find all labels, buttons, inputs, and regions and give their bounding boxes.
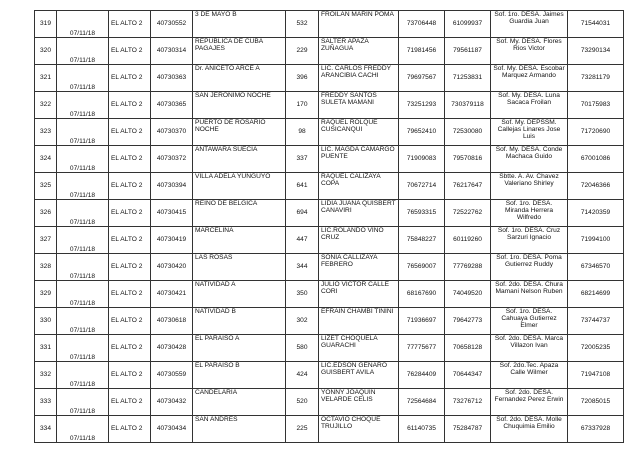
district-cell: EL ALTO 2 [109, 254, 151, 281]
table-row [35, 335, 624, 362]
person-name-cell: EFRAIN CHAMBI TIÑINI [319, 308, 399, 335]
phone-1-cell: 71936697 [399, 308, 445, 335]
district-cell: EL ALTO 2 [109, 308, 151, 335]
quantity-cell: 344 [286, 254, 319, 281]
code-cell: 40730365 [151, 92, 193, 119]
phone-2-cell: 70658128 [445, 335, 491, 362]
phone-1-cell: 73251293 [399, 92, 445, 119]
code-cell: 40730394 [151, 173, 193, 200]
date-cell: 07/11/18 [57, 416, 109, 443]
officer-phone-cell: 71544031 [568, 11, 624, 38]
code-cell: 40730434 [151, 416, 193, 443]
date-cell: 07/11/18 [57, 65, 109, 92]
officer-phone-cell: 67001086 [568, 146, 624, 173]
quantity-cell: 694 [286, 200, 319, 227]
person-name-cell: LIC.ROLANDO VINO CRUZ [319, 227, 399, 254]
table-row [35, 281, 624, 308]
date-cell: 07/11/18 [57, 38, 109, 65]
officer-phone-cell: 67337928 [568, 416, 624, 443]
date-cell: 07/11/18 [57, 200, 109, 227]
phone-1-cell: 71909083 [399, 146, 445, 173]
officer-phone-cell: 72085015 [568, 389, 624, 416]
code-cell: 40730559 [151, 362, 193, 389]
quantity-cell: 520 [286, 389, 319, 416]
row-number: 322 [35, 92, 57, 119]
row-number: 325 [35, 173, 57, 200]
code-cell: 40730420 [151, 254, 193, 281]
officer-phone-cell: 73744737 [568, 308, 624, 335]
officer-cell: Sof. 1ro. DESA. Poma Gutierrez Ruddy [491, 254, 568, 281]
unit-name-cell: REPUBLICA DE CUBA PAGAJES [193, 38, 286, 65]
phone-2-cell: 72530080 [445, 119, 491, 146]
unit-name-cell: SAN JERONIMO NOCHE [193, 92, 286, 119]
phone-1-cell: 79697567 [399, 65, 445, 92]
officer-cell: Sof. 1ro. DESA. Cahuaya Gutierrez Elmer [491, 308, 568, 335]
person-name-cell: FREDDY SANTOS SULETA MAMANI [319, 92, 399, 119]
officer-cell: Sof. 2do.Tec. Apaza Calle Wilmer [491, 362, 568, 389]
quantity-cell: 350 [286, 281, 319, 308]
phone-1-cell: 68167690 [399, 281, 445, 308]
phone-2-cell: 72522762 [445, 200, 491, 227]
quantity-cell: 641 [286, 173, 319, 200]
date-cell: 07/11/18 [57, 362, 109, 389]
row-number: 334 [35, 416, 57, 443]
unit-name-cell: EL PARAISO B [193, 362, 286, 389]
district-cell: EL ALTO 2 [109, 281, 151, 308]
row-number: 323 [35, 119, 57, 146]
code-cell: 40730428 [151, 335, 193, 362]
officer-phone-cell: 67346570 [568, 254, 624, 281]
table-row [35, 227, 624, 254]
phone-2-cell: 74049520 [445, 281, 491, 308]
district-cell: EL ALTO 2 [109, 38, 151, 65]
table-row [35, 389, 624, 416]
officer-cell: Sof. 1ro. DESA. Cruz Sarzuri Ignacio [491, 227, 568, 254]
phone-1-cell: 71981456 [399, 38, 445, 65]
district-cell: EL ALTO 2 [109, 362, 151, 389]
quantity-cell: 302 [286, 308, 319, 335]
row-number: 330 [35, 308, 57, 335]
row-number: 333 [35, 389, 57, 416]
person-name-cell: JULIO VICTOR CALLE CORI [319, 281, 399, 308]
district-cell: EL ALTO 2 [109, 65, 151, 92]
officer-cell: Sof. My. DESA. Luna Sacaca Froilan [491, 92, 568, 119]
officer-phone-cell: 73281179 [568, 65, 624, 92]
quantity-cell: 229 [286, 38, 319, 65]
code-cell: 40730419 [151, 227, 193, 254]
unit-name-cell: NATIVIDAD A [193, 281, 286, 308]
district-cell: EL ALTO 2 [109, 227, 151, 254]
unit-name-cell: NATIVIDAD B [193, 308, 286, 335]
table-row [35, 146, 624, 173]
unit-name-cell: CANDELARIA [193, 389, 286, 416]
phone-1-cell: 70672714 [399, 173, 445, 200]
quantity-cell: 532 [286, 11, 319, 38]
person-name-cell: LIDIA JUANA QUISBERT CANAVIRI [319, 200, 399, 227]
phone-1-cell: 73706448 [399, 11, 445, 38]
code-cell: 40730432 [151, 389, 193, 416]
table-row [35, 254, 624, 281]
quantity-cell: 170 [286, 92, 319, 119]
quantity-cell: 580 [286, 335, 319, 362]
phone-2-cell: 75284787 [445, 416, 491, 443]
district-cell: EL ALTO 2 [109, 119, 151, 146]
unit-name-cell: 3 DE MAYO B [193, 11, 286, 38]
officer-phone-cell: 71720690 [568, 119, 624, 146]
table-row [35, 362, 624, 389]
code-cell: 40730370 [151, 119, 193, 146]
date-cell: 07/11/18 [57, 119, 109, 146]
phone-2-cell: 60119260 [445, 227, 491, 254]
district-cell: EL ALTO 2 [109, 173, 151, 200]
code-cell: 40730372 [151, 146, 193, 173]
row-number: 328 [35, 254, 57, 281]
quantity-cell: 225 [286, 416, 319, 443]
phone-2-cell: 79642773 [445, 308, 491, 335]
officer-cell: Sbtte. A. Av. Chavez Valeriano Shirley [491, 173, 568, 200]
phone-1-cell: 75848227 [399, 227, 445, 254]
date-cell: 07/11/18 [57, 335, 109, 362]
row-number: 326 [35, 200, 57, 227]
table-row [35, 11, 624, 38]
phone-1-cell: 72564684 [399, 389, 445, 416]
table-row [35, 65, 624, 92]
person-name-cell: RAQUEL ROLQUE CUSICANQUI [319, 119, 399, 146]
code-cell: 40730421 [151, 281, 193, 308]
table-row [35, 38, 624, 65]
phone-2-cell: 730379118 [445, 92, 491, 119]
person-name-cell: FROILAN MARIN POMA [319, 11, 399, 38]
officer-cell: Sof. 1ro. DESA. Jaimes Guardia Juan [491, 11, 568, 38]
unit-name-cell: MARCELINA [193, 227, 286, 254]
date-cell: 07/11/18 [57, 254, 109, 281]
table-row [35, 92, 624, 119]
phone-1-cell: 79652410 [399, 119, 445, 146]
table-body [35, 11, 624, 443]
phone-2-cell: 73276712 [445, 389, 491, 416]
person-name-cell: RAQUEL CALIZAYA COPA [319, 173, 399, 200]
date-cell: 07/11/18 [57, 11, 109, 38]
unit-name-cell: SAN ANDRES [193, 416, 286, 443]
code-cell: 40730415 [151, 200, 193, 227]
phone-2-cell: 79570816 [445, 146, 491, 173]
row-number: 319 [35, 11, 57, 38]
officer-cell: Sof. 2do. DESA. Molle Chuquimia Emilio [491, 416, 568, 443]
phone-2-cell: 70644347 [445, 362, 491, 389]
officer-phone-cell: 71420359 [568, 200, 624, 227]
quantity-cell: 337 [286, 146, 319, 173]
officer-cell: Sof. My. DESA. Conde Machaca Guido [491, 146, 568, 173]
quantity-cell: 98 [286, 119, 319, 146]
row-number: 327 [35, 227, 57, 254]
quantity-cell: 447 [286, 227, 319, 254]
table-row [35, 173, 624, 200]
table-row [35, 308, 624, 335]
person-name-cell: OCTAVIO CHOQUE TRUJILLO [319, 416, 399, 443]
unit-name-cell: LAS ROSAS [193, 254, 286, 281]
district-cell: EL ALTO 2 [109, 389, 151, 416]
date-cell: 07/11/18 [57, 92, 109, 119]
code-cell: 40730552 [151, 11, 193, 38]
phone-1-cell: 61140735 [399, 416, 445, 443]
code-cell: 40730363 [151, 65, 193, 92]
unit-name-cell: Dr. ANICETO ARCE A [193, 65, 286, 92]
officer-phone-cell: 68214699 [568, 281, 624, 308]
person-name-cell: SALTER APAZA ZUÑAGUA [319, 38, 399, 65]
row-number: 321 [35, 65, 57, 92]
officer-cell: Sof. 2do. DESA. Fernandez Perez Erwin [491, 389, 568, 416]
district-cell: EL ALTO 2 [109, 416, 151, 443]
district-cell: EL ALTO 2 [109, 200, 151, 227]
district-cell: EL ALTO 2 [109, 92, 151, 119]
phone-1-cell: 76593315 [399, 200, 445, 227]
date-cell: 07/11/18 [57, 146, 109, 173]
quantity-cell: 424 [286, 362, 319, 389]
officer-phone-cell: 72005235 [568, 335, 624, 362]
table-row [35, 119, 624, 146]
person-name-cell: LIZET CHOQUELA GUARACHI [319, 335, 399, 362]
unit-name-cell: ANTAWARA SUECIA [193, 146, 286, 173]
date-cell: 07/11/18 [57, 173, 109, 200]
date-cell: 07/11/18 [57, 308, 109, 335]
row-number: 332 [35, 362, 57, 389]
date-cell: 07/11/18 [57, 227, 109, 254]
officer-cell: Sof. My. DEPSSM. Callejas Linares Jose Luis [491, 119, 568, 146]
row-number: 324 [35, 146, 57, 173]
unit-name-cell: VILLA ADELA YUNGUYO [193, 173, 286, 200]
district-cell: EL ALTO 2 [109, 146, 151, 173]
district-cell: EL ALTO 2 [109, 11, 151, 38]
date-cell: 07/11/18 [57, 389, 109, 416]
officer-phone-cell: 70175983 [568, 92, 624, 119]
officer-cell: Sof. My. DESA. Escobar Marquez Armando [491, 65, 568, 92]
quantity-cell: 396 [286, 65, 319, 92]
phone-2-cell: 77769288 [445, 254, 491, 281]
person-name-cell: LIC. MAGDA CAMARGO PUENTE [319, 146, 399, 173]
row-number: 320 [35, 38, 57, 65]
officer-phone-cell: 71994100 [568, 227, 624, 254]
unit-name-cell: REINO DE BELGICA [193, 200, 286, 227]
registry-table [34, 10, 624, 443]
table-row [35, 416, 624, 443]
officer-cell: Sof. 1ro. DESA. Miranda Herrera Wilfredo [491, 200, 568, 227]
officer-cell: Sof. 2do. DESA. Marca Villazon Ivan [491, 335, 568, 362]
code-cell: 40730618 [151, 308, 193, 335]
phone-2-cell: 71253831 [445, 65, 491, 92]
person-name-cell: LIC. CARLOS FREDDY ARANCIBIA CACHI [319, 65, 399, 92]
table-row [35, 200, 624, 227]
row-number: 331 [35, 335, 57, 362]
phone-2-cell: 79561187 [445, 38, 491, 65]
phone-1-cell: 77775677 [399, 335, 445, 362]
officer-cell: Sof. My. DESA. Flores Rios Victor [491, 38, 568, 65]
unit-name-cell: PUERTO DE ROSARIO NOCHE [193, 119, 286, 146]
person-name-cell: YONNY JOAQUIN VELARDE CELIS [319, 389, 399, 416]
person-name-cell: SONIA CALLIZAYA FEBRERO [319, 254, 399, 281]
person-name-cell: LIC.EDSON GENARO GUISBERT AVILA [319, 362, 399, 389]
officer-phone-cell: 73290134 [568, 38, 624, 65]
date-cell: 07/11/18 [57, 281, 109, 308]
district-cell: EL ALTO 2 [109, 335, 151, 362]
phone-2-cell: 61099937 [445, 11, 491, 38]
row-number: 329 [35, 281, 57, 308]
phone-2-cell: 76217647 [445, 173, 491, 200]
phone-1-cell: 76569007 [399, 254, 445, 281]
unit-name-cell: EL PARAISO A [193, 335, 286, 362]
officer-phone-cell: 71947108 [568, 362, 624, 389]
code-cell: 40730314 [151, 38, 193, 65]
officer-phone-cell: 72046366 [568, 173, 624, 200]
phone-1-cell: 76284409 [399, 362, 445, 389]
officer-cell: Sof. 2do. DESA. Chura Mamani Nelson Ruben [491, 281, 568, 308]
